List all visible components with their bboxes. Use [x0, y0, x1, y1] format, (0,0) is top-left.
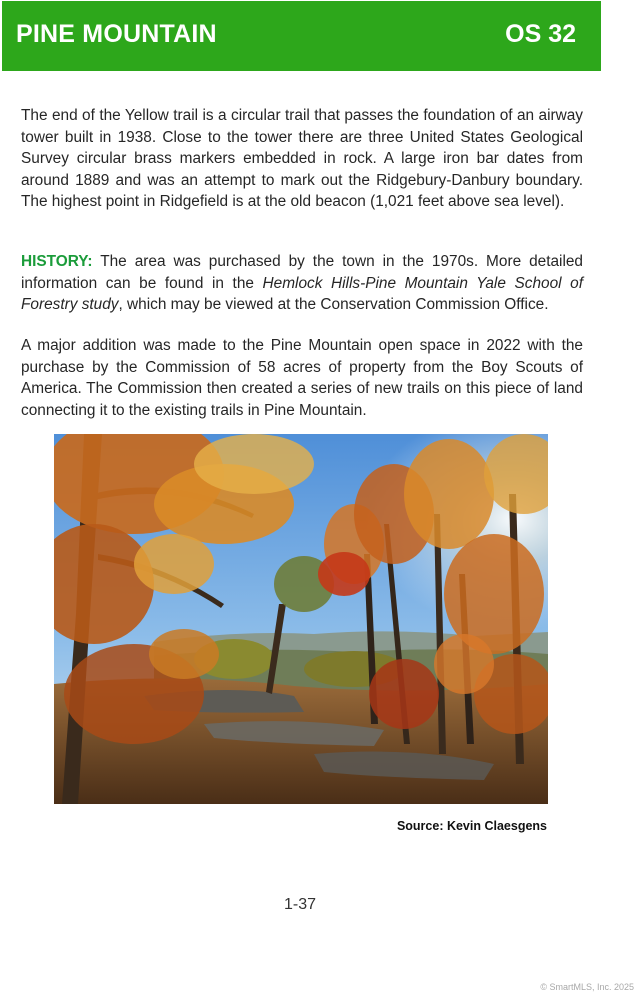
photo-credit: Source: Kevin Claesgens	[396, 819, 547, 833]
copyright-watermark: © SmartMLS, Inc. 2025	[540, 982, 634, 992]
trail-description-paragraph: The end of the Yellow trail is a circular trail that passes the foundation of an airway tower built in 1938. Close to the tower there are three United States Geological Survey circular brass markers embedded in rock. A large iron bar dates from around 1889 and was an attempt to mark out the Ridgebury-Danbury boundary. The highest point in Ridgefield is at the old beacon (1,021 feet above sea level).	[21, 107, 583, 210]
page-header	[2, 1, 601, 71]
addition-paragraph: A major addition was made to the Pine Mountain open space in 2022 with the purchase by the Commission of 58 acres of property from the Boy Scouts of America. The Commission then created a series of new trails on this piece of land connecting it to the existing trails in Pine Mountain.	[21, 337, 583, 419]
open-space-code: OS 32	[505, 20, 576, 48]
history-label: HISTORY:	[21, 253, 93, 270]
study-title: Hemlock Hills-Pine Mountain Yale School of Forestry study	[21, 274, 583, 313]
page-number: 1-37	[283, 896, 317, 913]
autumn-forest-photo	[54, 434, 548, 804]
page-title: PINE MOUNTAIN	[16, 20, 217, 48]
history-paragraph	[21, 251, 583, 316]
history-text-after: , which may be viewed at the Conservation Commission Office.	[118, 296, 549, 313]
history-text-before: The area was purchased by the town in the 1970s. More detailed information can be found in the	[21, 253, 583, 292]
